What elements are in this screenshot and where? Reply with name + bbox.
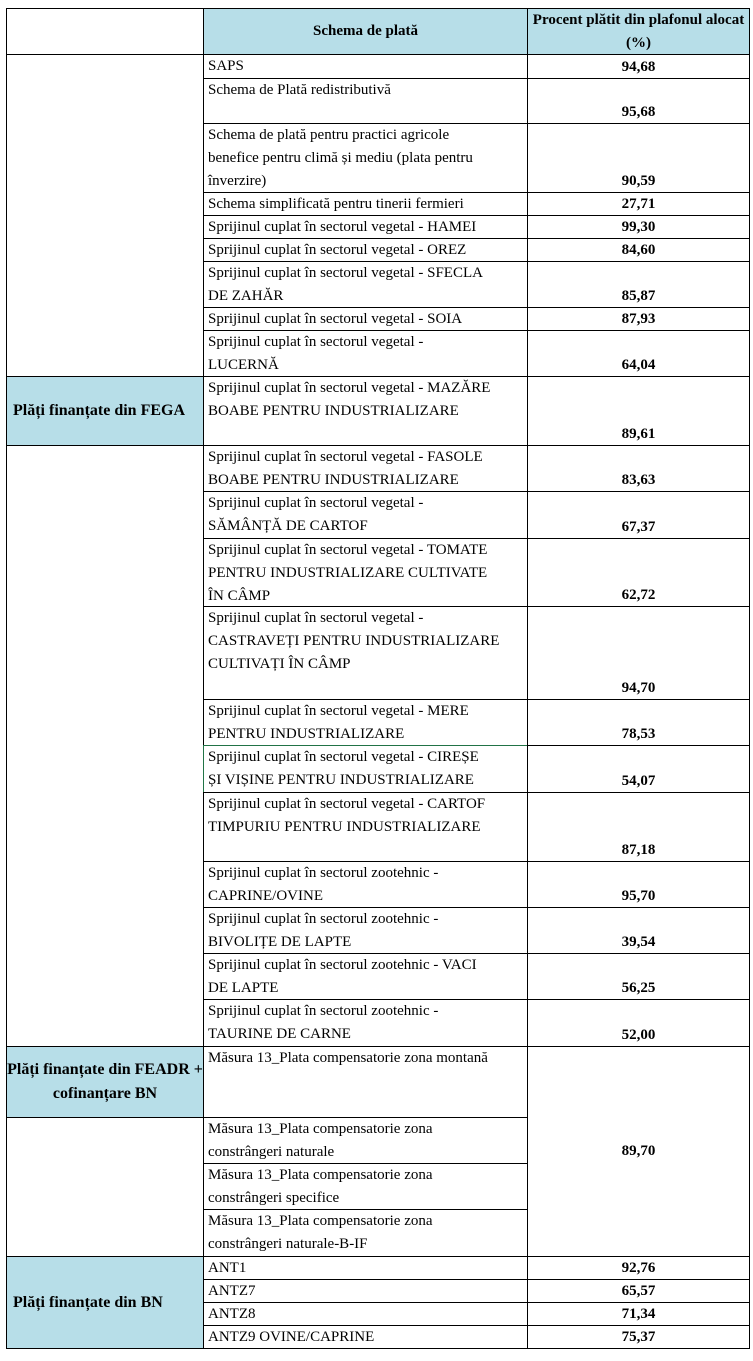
scheme-cell: Sprijinul cuplat în sectorul vegetal - SOIA: [203, 307, 528, 331]
scheme-cell: Măsura 13_Plata compensatorie zona montană: [203, 1046, 528, 1118]
percent-value: 39,54: [621, 934, 656, 950]
percent-value: 87,93: [621, 311, 656, 327]
percent-value: 89,61: [621, 426, 656, 442]
left-blank-cell: [6, 1117, 204, 1257]
scheme-cell: Sprijinul cuplat în sectorul vegetal - LUCERNĂ: [203, 330, 528, 377]
percent-cell: [527, 1279, 750, 1303]
scheme-cell: Sprijinul cuplat în sectorul vegetal - TOMATE PENTRU INDUSTRIALIZARE CULTIVATE ÎN CÂMP: [203, 538, 528, 607]
scheme-cell: Sprijinul cuplat în sectorul zootehnic - BIVOLIȚE DE LAPTE: [203, 907, 528, 954]
measure13-percent-cell: [527, 1046, 750, 1257]
percent-cell: [527, 54, 750, 79]
percent-cell: [527, 953, 750, 1000]
percent-cell: [527, 445, 750, 492]
percent-value: 75,37: [621, 1329, 656, 1345]
percent-cell: [527, 606, 750, 700]
percent-value: 56,25: [621, 980, 656, 996]
scheme-cell: Sprijinul cuplat în sectorul vegetal - CASTRAVEȚI PENTRU INDUSTRIALIZARE CULTIVAȚI ÎN CÂMP: [203, 606, 528, 700]
percent-cell: [527, 699, 750, 746]
percent-value: 71,34: [621, 1306, 656, 1322]
percent-value: 65,57: [621, 1283, 656, 1299]
percent-cell: [527, 238, 750, 262]
scheme-cell: Sprijinul cuplat în sectorul vegetal - MAZĂRE BOABE PENTRU INDUSTRIALIZARE: [203, 376, 528, 446]
category-cell: [6, 1046, 204, 1118]
scheme-cell: Sprijinul cuplat în sectorul vegetal - FASOLE BOABE PENTRU INDUSTRIALIZARE: [203, 445, 528, 492]
scheme-cell: Măsura 13_Plata compensatorie zona constrângeri specifice: [203, 1163, 528, 1210]
scheme-cell: Sprijinul cuplat în sectorul vegetal - OREZ: [203, 238, 528, 262]
percent-value: 95,70: [621, 888, 656, 904]
scheme-cell: Sprijinul cuplat în sectorul vegetal - CARTOF TIMPURIU PENTRU INDUSTRIALIZARE: [203, 792, 528, 862]
percent-value: 89,70: [621, 1143, 656, 1159]
scheme-cell: ANTZ8: [203, 1302, 528, 1326]
percent-value: 64,04: [621, 357, 656, 373]
scheme-cell: Sprijinul cuplat în sectorul vegetal - SĂMÂNȚĂ DE CARTOF: [203, 491, 528, 539]
scheme-cell: Sprijinul cuplat în sectorul vegetal - SFECLA DE ZAHĂR: [203, 261, 528, 308]
category-label: Plăți finanțate din FEGA: [13, 402, 186, 419]
percent-cell: [527, 376, 750, 446]
scheme-cell: Măsura 13_Plata compensatorie zona constrângeri naturale: [203, 1117, 528, 1164]
percent-cell: [527, 538, 750, 607]
scheme-cell: Sprijinul cuplat în sectorul vegetal - CIREȘE ȘI VIȘINE PENTRU INDUSTRIALIZARE: [203, 745, 528, 793]
scheme-cell: Sprijinul cuplat în sectorul zootehnic - CAPRINE/OVINE: [203, 861, 528, 908]
percent-value: 54,07: [621, 773, 656, 789]
percent-value: 62,72: [621, 587, 656, 603]
percent-cell: [527, 123, 750, 193]
category-cell: [6, 1256, 204, 1349]
left-blank-cell: [6, 54, 204, 377]
percent-cell: [527, 330, 750, 377]
scheme-cell: Sprijinul cuplat în sectorul zootehnic - VACI DE LAPTE: [203, 953, 528, 1000]
percent-value: 67,37: [621, 519, 656, 535]
percent-cell: [527, 999, 750, 1047]
percent-value: 83,63: [621, 472, 656, 488]
percent-value: 84,60: [621, 242, 656, 258]
percent-cell: [527, 215, 750, 239]
category-cell: [6, 376, 204, 446]
scheme-cell: Schema de plată pentru practici agricole benefice pentru climă și mediu (plata pentru înverzire): [203, 123, 528, 193]
scheme-cell: Sprijinul cuplat în sectorul vegetal - HAMEI: [203, 215, 528, 239]
percent-value: 94,70: [621, 680, 656, 696]
left-blank-cell: [6, 445, 204, 1047]
header-percent: Procent plătit din plafonul alocat (%): [527, 8, 750, 55]
percent-cell: [527, 861, 750, 908]
percent-value: 52,00: [621, 1027, 656, 1043]
percent-cell: [527, 192, 750, 216]
scheme-cell: Schema simplificată pentru tinerii fermieri: [203, 192, 528, 216]
percent-value: 92,76: [621, 1260, 656, 1276]
scheme-cell: SAPS: [203, 54, 528, 79]
scheme-cell: Sprijinul cuplat în sectorul zootehnic - TAURINE DE CARNE: [203, 999, 528, 1047]
percent-value: 87,18: [621, 842, 656, 858]
percent-value: 99,30: [621, 219, 656, 235]
percent-cell: [527, 907, 750, 954]
percent-cell: [527, 745, 750, 793]
category-label: Plăți finanțate din BN: [13, 1293, 163, 1311]
percent-value: 85,87: [621, 288, 656, 304]
percent-cell: [527, 261, 750, 308]
percent-cell: [527, 1325, 750, 1349]
percent-cell: [527, 1256, 750, 1280]
percent-cell: [527, 792, 750, 862]
percent-cell: [527, 307, 750, 331]
header-blank-cell: [6, 8, 204, 55]
percent-cell: [527, 1302, 750, 1326]
percent-value: 27,71: [621, 196, 656, 212]
percent-value: 94,68: [621, 59, 656, 75]
scheme-cell: ANTZ9 OVINE/CAPRINE: [203, 1325, 528, 1349]
header-scheme: Schema de plată: [203, 8, 528, 55]
scheme-cell: ANTZ7: [203, 1279, 528, 1303]
percent-value: 90,59: [621, 173, 656, 189]
percent-value: 78,53: [621, 726, 656, 742]
percent-value: 95,68: [621, 104, 656, 120]
category-label: Plăți finanțate din FEADR + cofinanțare BN: [7, 1061, 203, 1102]
scheme-cell: Măsura 13_Plata compensatorie zona constrângeri naturale-B-IF: [203, 1209, 528, 1257]
percent-cell: [527, 491, 750, 539]
scheme-cell: Sprijinul cuplat în sectorul vegetal - MERE PENTRU INDUSTRIALIZARE: [203, 699, 528, 746]
scheme-cell: ANT1: [203, 1256, 528, 1280]
percent-cell: [527, 78, 750, 124]
scheme-cell: Schema de Plată redistributivă: [203, 78, 528, 124]
